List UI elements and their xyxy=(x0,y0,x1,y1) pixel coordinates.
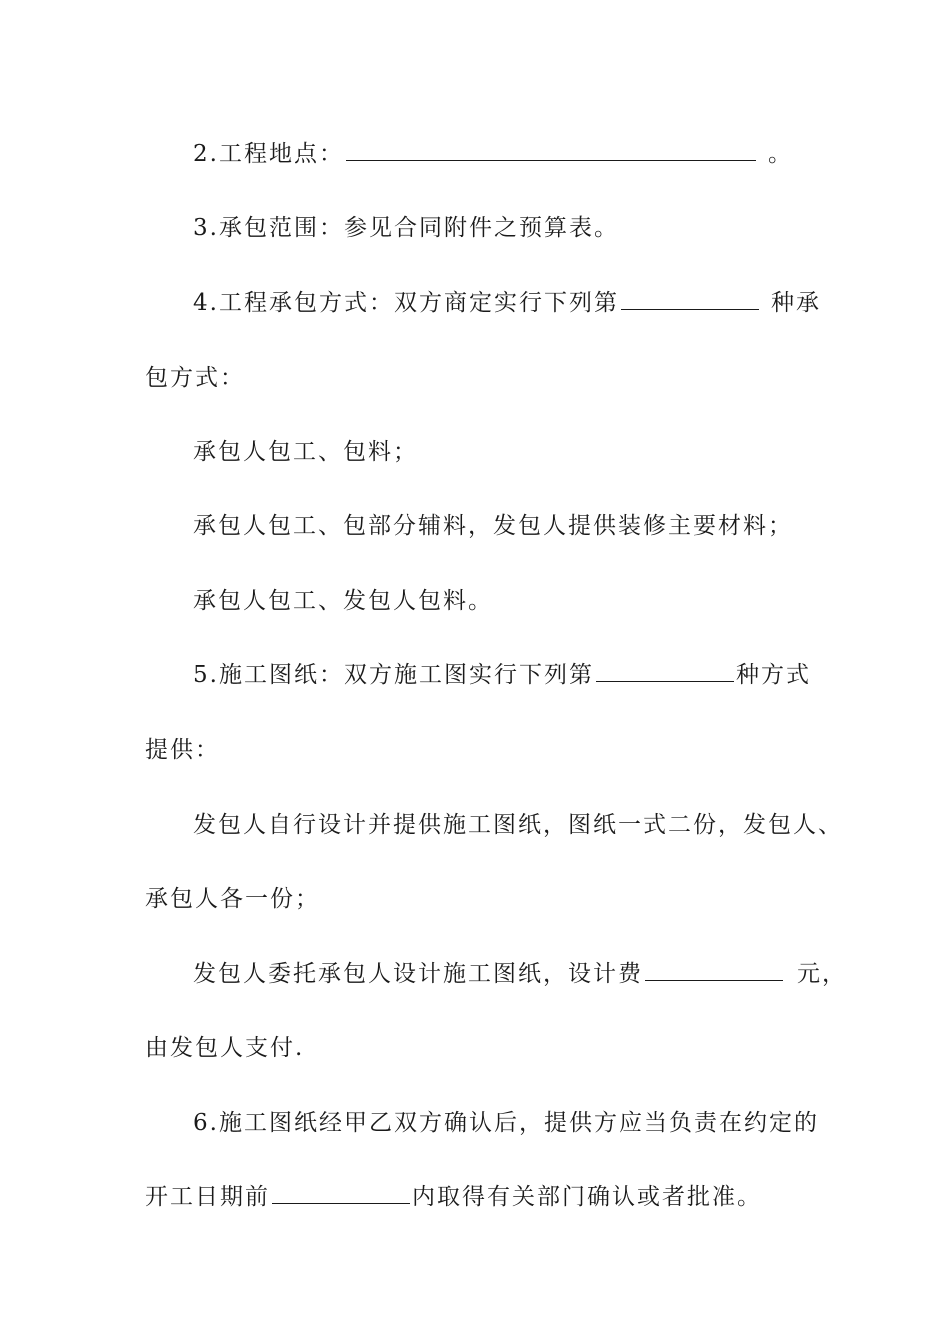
option-partial-materials-text: 承包人包工、包部分辅料，发包人提供装修主要材料； xyxy=(193,513,793,539)
paragraph-construction-drawings xyxy=(193,659,811,691)
design-fee-blank[interactable] xyxy=(645,958,783,981)
project-location-blank[interactable] xyxy=(346,138,756,161)
contracting-method-after: 种承 xyxy=(770,290,821,316)
option-partial-materials xyxy=(193,510,793,542)
option-contractor-designs-cont-text: 由发包人支付. xyxy=(145,1035,305,1061)
option-owner-designs xyxy=(193,809,843,841)
contract-scope-text: 3.承包范围：参见合同附件之预算表。 xyxy=(193,215,619,241)
option-labor-and-materials-text: 承包人包工、包料； xyxy=(193,439,418,465)
construction-drawings-after: 种方式 xyxy=(735,662,811,688)
option-labor-only xyxy=(193,585,493,617)
option-owner-designs-text: 发包人自行设计并提供施工图纸，图纸一式二份，发包人、 xyxy=(193,812,843,838)
paragraph-project-location xyxy=(193,138,793,170)
drawing-approval-cont-label: 开工日期前 xyxy=(145,1184,270,1210)
paragraph-contracting-method xyxy=(193,287,821,319)
option-contractor-designs xyxy=(193,958,847,990)
option-owner-designs-cont xyxy=(145,883,320,915)
paragraph-drawing-approval-cont xyxy=(145,1181,762,1213)
paragraph-construction-drawings-cont xyxy=(145,734,220,766)
option-labor-only-text: 承包人包工、发包人包料。 xyxy=(193,588,493,614)
option-contractor-designs-label: 发包人委托承包人设计施工图纸，设计费 xyxy=(193,961,643,987)
project-location-end: 。 xyxy=(767,141,793,167)
option-owner-designs-cont-text: 承包人各一份； xyxy=(145,886,320,912)
construction-drawings-blank[interactable] xyxy=(596,659,734,682)
contracting-method-cont: 包方式： xyxy=(145,365,245,391)
contracting-method-blank[interactable] xyxy=(621,287,759,310)
project-location-label: 2.工程地点： xyxy=(193,141,344,167)
drawing-approval-cont-after: 内取得有关部门确认或者批准。 xyxy=(412,1184,762,1210)
construction-drawings-cont: 提供： xyxy=(145,737,220,763)
drawing-approval-text: 6.施工图纸经甲乙双方确认后，提供方应当负责在约定的 xyxy=(193,1110,819,1136)
construction-drawings-label: 5.施工图纸：双方施工图实行下列第 xyxy=(193,662,594,688)
paragraph-contract-scope xyxy=(193,212,619,244)
option-labor-and-materials xyxy=(193,436,418,468)
design-fee-unit: 元， xyxy=(797,961,847,987)
approval-deadline-blank[interactable] xyxy=(272,1181,410,1204)
paragraph-drawing-approval xyxy=(193,1107,819,1139)
option-contractor-designs-cont xyxy=(145,1032,304,1064)
contracting-method-label: 4.工程承包方式：双方商定实行下列第 xyxy=(193,290,619,316)
paragraph-contracting-method-cont xyxy=(145,362,245,394)
